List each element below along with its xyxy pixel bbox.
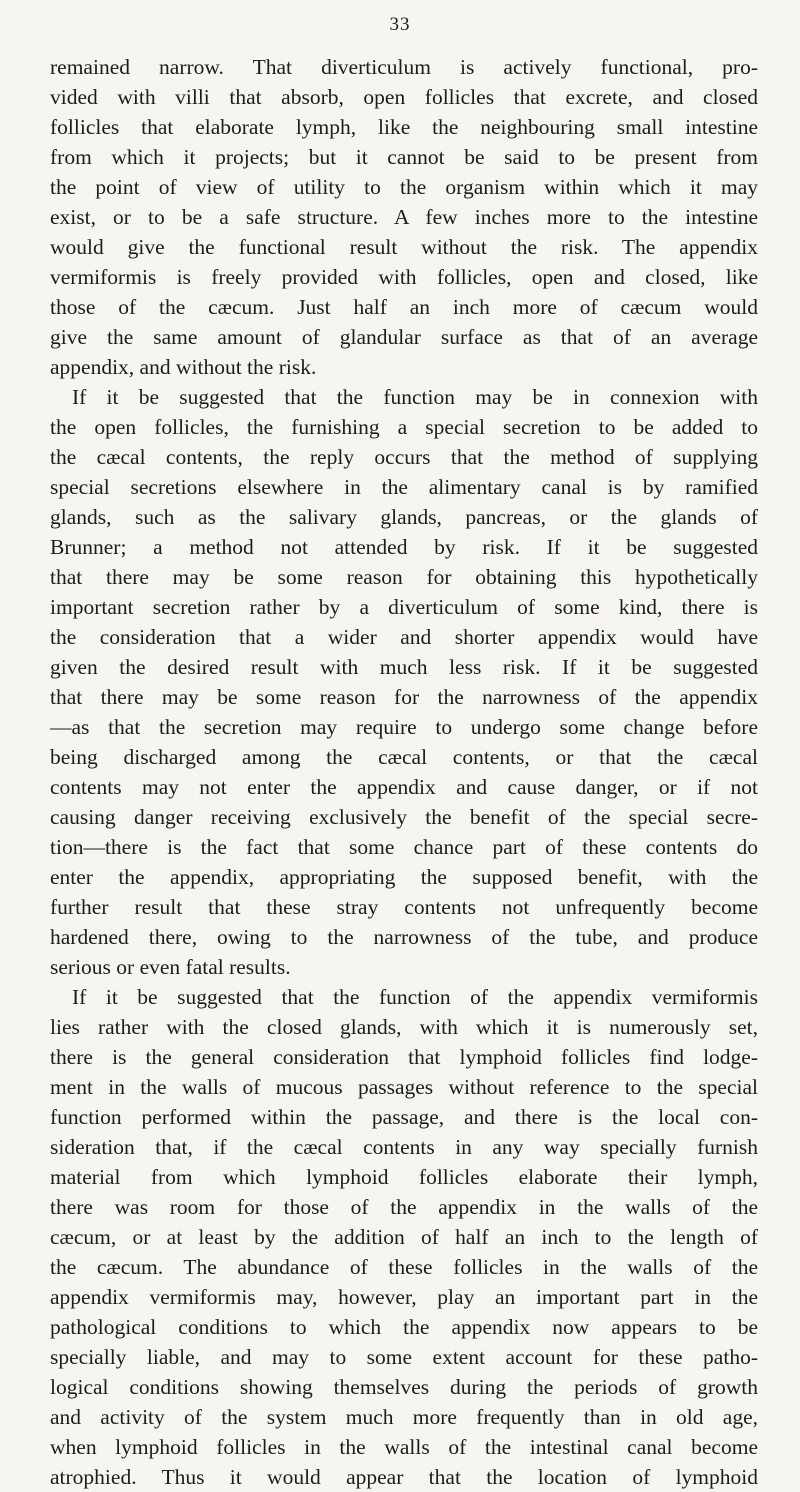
text-line: serious or even fatal results. xyxy=(50,955,291,979)
text-line: the point of view of utility to the organism within which it may xyxy=(50,175,758,199)
text-line: pathological conditions to which the appendix now appears to be xyxy=(50,1315,758,1339)
text-line: tion—there is the fact that some chance part of these contents do xyxy=(50,835,758,859)
text-line: the cæcal contents, the reply occurs that the method of supplying xyxy=(50,445,758,469)
page-number: 33 xyxy=(389,14,411,35)
text-line: important secretion rather by a diverticulum of some kind, there is xyxy=(50,595,758,619)
text-line: logical conditions showing themselves during the periods of growth xyxy=(50,1375,758,1399)
text-line: there is the general consideration that lymphoid follicles find lodge- xyxy=(50,1045,758,1069)
text-line: when lymphoid follicles in the walls of the intestinal canal become xyxy=(50,1435,758,1459)
text-line: appendix, and without the risk. xyxy=(50,355,317,379)
text-line: give the same amount of glandular surface as that of an average xyxy=(50,325,758,349)
text-line: If it be suggested that the function of the appendix vermiformis xyxy=(72,985,758,1009)
text-line: specially liable, and may to some extent account for these patho- xyxy=(50,1345,758,1369)
text-line: and activity of the system much more frequently than in old age, xyxy=(50,1405,758,1429)
text-line: remained narrow. That diverticulum is actively functional, pro- xyxy=(50,55,758,79)
text-line: If it be suggested that the function may be in connexion with xyxy=(72,385,758,409)
text-line: the cæcum. The abundance of these follicles in the walls of the xyxy=(50,1255,758,1279)
text-line: given the desired result with much less risk. If it be suggested xyxy=(50,655,758,679)
text-line: causing danger receiving exclusively the benefit of the special secre- xyxy=(50,805,758,829)
text-line: those of the cæcum. Just half an inch more of cæcum would xyxy=(50,295,758,319)
text-line: appendix vermiformis may, however, play an important part in the xyxy=(50,1285,758,1309)
text-line: contents may not enter the appendix and cause danger, or if not xyxy=(50,775,758,799)
text-line: atrophied. Thus it would appear that the location of lymphoid xyxy=(50,1465,758,1489)
text-line: further result that these stray contents not unfrequently become xyxy=(50,895,758,919)
text-line: —as that the secretion may require to undergo some change before xyxy=(50,715,758,739)
text-line: enter the appendix, appropriating the supposed benefit, with the xyxy=(50,865,758,889)
text-line: vided with villi that absorb, open follicles that excrete, and closed xyxy=(50,85,758,109)
text-line: glands, such as the salivary glands, pancreas, or the glands of xyxy=(50,505,758,529)
body-text xyxy=(50,52,758,1492)
text-line: lies rather with the closed glands, with which it is numerously set, xyxy=(50,1015,758,1039)
text-line: exist, or to be a safe structure. A few inches more to the intestine xyxy=(50,205,758,229)
text-line: ment in the walls of mucous passages without reference to the special xyxy=(50,1075,758,1099)
text-line: special secretions elsewhere in the alimentary canal is by ramified xyxy=(50,475,758,499)
text-line: from which it projects; but it cannot be said to be present from xyxy=(50,145,758,169)
text-line: would give the functional result without the risk. The appendix xyxy=(50,235,758,259)
text-line: that there may be some reason for the narrowness of the appendix xyxy=(50,685,758,709)
text-line: the consideration that a wider and shorter appendix would have xyxy=(50,625,758,649)
text-line: cæcum, or at least by the addition of half an inch to the length of xyxy=(50,1225,758,1249)
text-line: the open follicles, the furnishing a special secretion to be added to xyxy=(50,415,758,439)
text-line: follicles that elaborate lymph, like the neighbouring small intestine xyxy=(50,115,758,139)
text-line: hardened there, owing to the narrowness of the tube, and produce xyxy=(50,925,758,949)
text-line: vermiformis is freely provided with follicles, open and closed, like xyxy=(50,265,758,289)
text-line: that there may be some reason for obtaining this hypothetically xyxy=(50,565,758,589)
text-line: there was room for those of the appendix in the walls of the xyxy=(50,1195,758,1219)
text-line: function performed within the passage, and there is the local con- xyxy=(50,1105,758,1129)
text-line: Brunner; a method not attended by risk. If it be suggested xyxy=(50,535,758,559)
text-line: sideration that, if the cæcal contents in any way specially furnish xyxy=(50,1135,758,1159)
text-line: being discharged among the cæcal contents, or that the cæcal xyxy=(50,745,758,769)
text-line: material from which lymphoid follicles elaborate their lymph, xyxy=(50,1165,758,1189)
